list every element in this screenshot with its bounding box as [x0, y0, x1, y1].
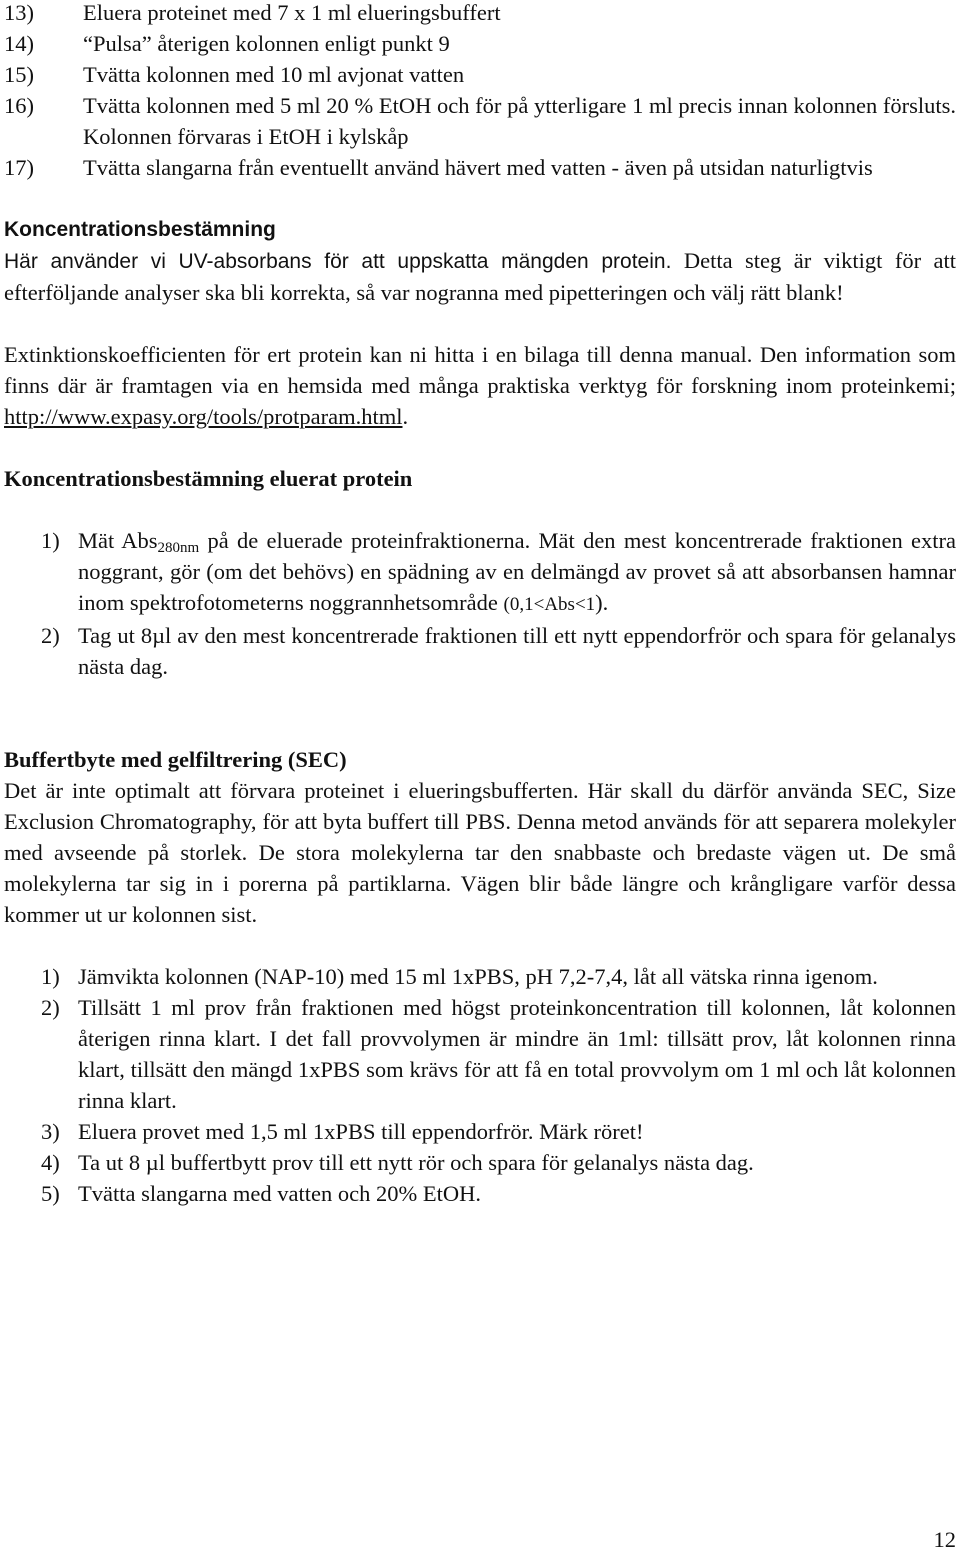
list-item [4, 992, 956, 1116]
list-item [4, 1147, 956, 1178]
extinction-text: Extinktionskoefficienten för ert protein kan ni hitta i en bilaga till denna manual. Den information som finns där är framtagen via en hemsida med många praktiska verktyg för forskning inom proteinkemi; [4, 342, 956, 398]
eluerat-heading: Koncentrationsbestämning eluerat protein [4, 466, 413, 491]
list-item [4, 152, 956, 183]
step-text: Tvätta slangarna med vatten och 20% EtOH. [78, 1181, 481, 1206]
step-number: 15) [4, 62, 34, 87]
step-text: Tag ut 8µl av den mest koncentrerade fraktionen till ett nytt eppendorfrör och spara för gelanalys nästa dag. [78, 623, 956, 679]
step-number: 1) [41, 964, 60, 989]
step-text: Tvätta slangarna från eventuellt använd hävert med vatten - även på utsidan naturligtvis [83, 155, 873, 180]
step-text: Tvätta kolonnen med 10 ml avjonat vatten [83, 62, 465, 87]
protocol-steps-top [4, 0, 956, 183]
list-item [4, 28, 956, 59]
intro-rest: Detta steg är viktigt för att efterföljande analyser ska bli korrekta, så var nogranna med pipetteringen och välj rätt blank! [4, 248, 956, 305]
protparam-link[interactable]: http://www.expasy.org/tools/protparam.html [4, 404, 403, 429]
extinction-paragraph [4, 339, 956, 432]
step-number: 2) [41, 623, 60, 648]
step-number: 3) [41, 1119, 60, 1144]
step-number: 13) [4, 0, 34, 25]
step-number: 4) [41, 1150, 60, 1175]
list-item [4, 620, 956, 682]
link-period: . [402, 404, 409, 429]
step-number: 5) [41, 1181, 60, 1206]
intro-sentence: Här använder vi UV-absorbans för att uppskatta mängden protein. [4, 250, 672, 273]
buffertbyte-steps [4, 961, 956, 1209]
page-number: 12 [933, 1527, 956, 1552]
koncentration-heading: Koncentrationsbestämning [4, 218, 276, 241]
step-text: “Pulsa” återigen kolonnen enligt punkt 9 [83, 31, 450, 56]
abs-range: (0,1<Abs<1 [503, 594, 596, 615]
step-text: Eluera provet med 1,5 ml 1xPBS till eppendorfrör. Märk röret! [78, 1119, 644, 1144]
list-item [4, 1178, 956, 1209]
list-item [4, 961, 956, 992]
step-text: Jämvikta kolonnen (NAP-10) med 15 ml 1xPBS, pH 7,2-7,4, låt all vätska rinna igenom. [78, 964, 878, 989]
step-number: 2) [41, 995, 60, 1020]
step-number: 1) [41, 528, 60, 553]
step-text: Eluera proteinet med 7 x 1 ml elueringsbuffert [83, 0, 501, 25]
step-text: Ta ut 8 µl buffertbytt prov till ett nytt rör och spara för gelanalys nästa dag. [78, 1150, 754, 1175]
eluerat-steps [4, 525, 956, 682]
step-number: 14) [4, 31, 34, 56]
list-item [4, 1116, 956, 1147]
buffertbyte-heading: Buffertbyte med gelfiltrering (SEC) [4, 747, 347, 772]
page-content [4, 0, 956, 1209]
step-text: Tillsätt 1 ml prov från fraktionen med högst proteinkoncentration till kolonnen, låt kolonnen återigen rinna klart. I det fall provvolymen är mindre än 1ml: tillsätt prov, låt kolonnen rinna klart, tillsätt den mängd 1xPBS som krävs för att få en total provvolym om 1 ml och låt kolonnen rinna klart. [78, 995, 956, 1113]
list-item [4, 59, 956, 90]
step-number: 16) [4, 93, 34, 118]
buffertbyte-paragraph: Det är inte optimalt att förvara proteinet i elueringsbufferten. Här skall du därför använda SEC, Size Exclusion Chromatography, för att byta buffert till PBS. Denna metod används för att separera molekyler med avseende på storlek. De stora molekylerna tar den snabbaste och bredaste vägen ut. De små molekylerna tar sig in i porerna på partiklarna. Vägen blir både längre och krångligare varför dessa kommer ut ur kolonnen sist. [4, 778, 956, 927]
step-text: Tvätta kolonnen med 5 ml 20 % EtOH och för på ytterligare 1 ml precis innan kolonnen försluts. Kolonnen förvaras i EtOH i kylskåp [83, 93, 956, 149]
list-item [4, 525, 956, 620]
list-item [4, 90, 956, 152]
step-text: Mät Abs$_{280nm}$ på de eluerade proteinfraktionerna. Mät den mest koncentrerade fraktionen extra noggrant, gör (om det behövs) en spädning av en delmängd av provet så att absorbansen hamnar inom spektrofotometerns noggrannhetsområde (0,1<Abs<1). [78, 528, 956, 615]
list-item [4, 0, 956, 28]
koncentration-intro [4, 245, 956, 308]
step-number: 17) [4, 155, 34, 180]
abs-subscript: 280nm [157, 540, 200, 556]
